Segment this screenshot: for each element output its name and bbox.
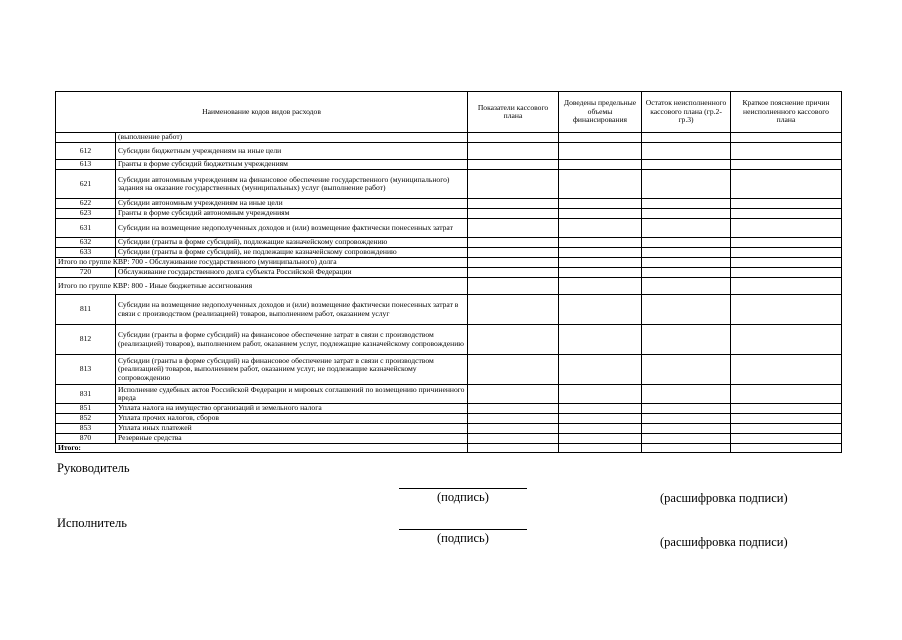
remainder-cell[interactable] xyxy=(642,424,731,434)
row-name: Уплата прочих налогов, сборов xyxy=(116,414,468,424)
table-row xyxy=(56,325,842,355)
remainder-cell[interactable] xyxy=(642,295,731,325)
row-name: Субсидии на возмещение недополученных доходов и (или) возмещение фактически понесенных затрат xyxy=(116,219,468,238)
table-row xyxy=(56,248,842,258)
plan-cell[interactable] xyxy=(468,268,559,278)
plan-cell[interactable] xyxy=(468,414,559,424)
row-name: Субсидии автономным учреждениям на финансовое обеспечение государственного (муниципального) задания на оказание государственных (муниципальных) услуг (выполнение работ) xyxy=(116,170,468,199)
plan-cell[interactable] xyxy=(468,248,559,258)
row-code: 622 xyxy=(56,199,116,209)
plan-cell[interactable] xyxy=(468,199,559,209)
head-role-label: Руководитель xyxy=(57,461,130,475)
row-name: Уплата иных платежей xyxy=(116,424,468,434)
header-remainder: Остаток неисполненного кассового плана (гр.2-гр.3) xyxy=(642,92,731,133)
cash-plan-table xyxy=(55,91,842,453)
table-row xyxy=(56,209,842,219)
row-code xyxy=(56,133,116,143)
row-code: 851 xyxy=(56,404,116,414)
plan-cell[interactable] xyxy=(468,424,559,434)
explanation-cell[interactable] xyxy=(731,209,842,219)
remainder-cell[interactable] xyxy=(642,160,731,170)
plan-cell[interactable] xyxy=(468,278,559,295)
row-name: (выполнение работ) xyxy=(116,133,468,143)
remainder-cell[interactable] xyxy=(642,325,731,355)
table-row xyxy=(56,268,842,278)
table-row xyxy=(56,160,842,170)
explanation-cell[interactable] xyxy=(731,295,842,325)
row-code: 811 xyxy=(56,295,116,325)
row-name: Субсидии на возмещение недополученных доходов и (или) возмещение фактически понесенных затрат в связи с производством (реализацией) товаров, выполнением работ, оказанием услуг xyxy=(116,295,468,325)
limits-cell[interactable] xyxy=(559,355,642,385)
explanation-cell[interactable] xyxy=(731,133,842,143)
explanation-cell[interactable] xyxy=(731,424,842,434)
row-code: 812 xyxy=(56,325,116,355)
limits-cell[interactable] xyxy=(559,209,642,219)
table-body xyxy=(56,133,842,453)
plan-cell[interactable] xyxy=(468,385,559,404)
header-plan: Показатели кассового плана xyxy=(468,92,559,133)
table-row xyxy=(56,404,842,414)
executor-sign-caption: (подпись) xyxy=(437,531,489,545)
table-row xyxy=(56,219,842,238)
row-code: 633 xyxy=(56,248,116,258)
explanation-cell[interactable] xyxy=(731,268,842,278)
explanation-cell[interactable] xyxy=(731,385,842,404)
plan-cell[interactable] xyxy=(468,434,559,444)
executor-decode-caption: (расшифровка подписи) xyxy=(660,535,788,549)
remainder-cell[interactable] xyxy=(642,268,731,278)
total-row xyxy=(56,444,842,453)
plan-cell[interactable] xyxy=(468,160,559,170)
explanation-cell[interactable] xyxy=(731,238,842,248)
table-row xyxy=(56,199,842,209)
row-code: 621 xyxy=(56,170,116,199)
explanation-cell[interactable] xyxy=(731,355,842,385)
explanation-cell[interactable] xyxy=(731,444,842,453)
row-code: 853 xyxy=(56,424,116,434)
plan-cell[interactable] xyxy=(468,258,559,268)
remainder-cell[interactable] xyxy=(642,385,731,404)
limits-cell[interactable] xyxy=(559,199,642,209)
table-row xyxy=(56,133,842,143)
group-title: Итого по группе КВР: 700 - Обслуживание государственного (муниципального) долга xyxy=(56,258,468,268)
plan-cell[interactable] xyxy=(468,295,559,325)
plan-cell[interactable] xyxy=(468,219,559,238)
limits-cell[interactable] xyxy=(559,424,642,434)
explanation-cell[interactable] xyxy=(731,258,842,268)
remainder-cell[interactable] xyxy=(642,133,731,143)
limits-cell[interactable] xyxy=(559,385,642,404)
plan-cell[interactable] xyxy=(468,404,559,414)
row-code: 831 xyxy=(56,385,116,404)
row-name: Субсидии (гранты в форме субсидий), подлежащие казначейскому сопровождению xyxy=(116,238,468,248)
executor-signature-line[interactable] xyxy=(399,529,527,530)
row-code: 720 xyxy=(56,268,116,278)
plan-cell[interactable] xyxy=(468,143,559,160)
remainder-cell[interactable] xyxy=(642,434,731,444)
remainder-cell[interactable] xyxy=(642,143,731,160)
table-row xyxy=(56,238,842,248)
explanation-cell[interactable] xyxy=(731,404,842,414)
remainder-cell[interactable] xyxy=(642,258,731,268)
row-name: Субсидии (гранты в форме субсидий) на финансовое обеспечение затрат в связи с производством (реализацией) товаров, выполнением работ, оказанием услуг, не подлежащие казначейскому сопровождению xyxy=(116,355,468,385)
group-row xyxy=(56,258,842,268)
limits-cell[interactable] xyxy=(559,170,642,199)
table-row xyxy=(56,170,842,199)
explanation-cell[interactable] xyxy=(731,248,842,258)
limits-cell[interactable] xyxy=(559,268,642,278)
limits-cell[interactable] xyxy=(559,434,642,444)
remainder-cell[interactable] xyxy=(642,404,731,414)
explanation-cell[interactable] xyxy=(731,325,842,355)
plan-cell[interactable] xyxy=(468,170,559,199)
remainder-cell[interactable] xyxy=(642,219,731,238)
row-name: Гранты в форме субсидий автономным учреждениям xyxy=(116,209,468,219)
remainder-cell[interactable] xyxy=(642,355,731,385)
remainder-cell[interactable] xyxy=(642,444,731,453)
row-name: Обслуживание государственного долга субъекта Российской Федерации xyxy=(116,268,468,278)
row-code: 612 xyxy=(56,143,116,160)
remainder-cell[interactable] xyxy=(642,170,731,199)
row-code: 613 xyxy=(56,160,116,170)
explanation-cell[interactable] xyxy=(731,278,842,295)
row-name: Субсидии (гранты в форме субсидий), не подлежащие казначейскому сопровождению xyxy=(116,248,468,258)
explanation-cell[interactable] xyxy=(731,219,842,238)
limits-cell[interactable] xyxy=(559,444,642,453)
table-row xyxy=(56,355,842,385)
row-name: Уплата налога на имущество организаций и земельного налога xyxy=(116,404,468,414)
table-row xyxy=(56,424,842,434)
remainder-cell[interactable] xyxy=(642,278,731,295)
group-row xyxy=(56,278,842,295)
remainder-cell[interactable] xyxy=(642,199,731,209)
table-row xyxy=(56,434,842,444)
remainder-cell[interactable] xyxy=(642,248,731,258)
row-code: 623 xyxy=(56,209,116,219)
remainder-cell[interactable] xyxy=(642,414,731,424)
row-code: 813 xyxy=(56,355,116,385)
row-code: 631 xyxy=(56,219,116,238)
explanation-cell[interactable] xyxy=(731,160,842,170)
plan-cell[interactable] xyxy=(468,209,559,219)
remainder-cell[interactable] xyxy=(642,238,731,248)
limits-cell[interactable] xyxy=(559,160,642,170)
plan-cell[interactable] xyxy=(468,444,559,453)
row-name: Субсидии бюджетным учреждениям на иные цели xyxy=(116,143,468,160)
table-row xyxy=(56,143,842,160)
head-sign-caption: (подпись) xyxy=(437,490,489,504)
row-name: Гранты в форме субсидий бюджетным учреждениям xyxy=(116,160,468,170)
explanation-cell[interactable] xyxy=(731,414,842,424)
limits-cell[interactable] xyxy=(559,219,642,238)
limits-cell[interactable] xyxy=(559,278,642,295)
row-code: 632 xyxy=(56,238,116,248)
remainder-cell[interactable] xyxy=(642,209,731,219)
head-decode-caption: (расшифровка подписи) xyxy=(660,491,788,505)
header-name: Наименование кодов видов расходов xyxy=(56,92,468,133)
explanation-cell[interactable] xyxy=(731,434,842,444)
group-title: Итого по группе КВР: 800 - Иные бюджетные ассигнования xyxy=(56,278,468,295)
head-signature-line[interactable] xyxy=(399,488,527,489)
row-code: 852 xyxy=(56,414,116,424)
row-name: Субсидии автономным учреждениям на иные цели xyxy=(116,199,468,209)
limits-cell[interactable] xyxy=(559,295,642,325)
limits-cell[interactable] xyxy=(559,404,642,414)
row-code: 870 xyxy=(56,434,116,444)
limits-cell[interactable] xyxy=(559,325,642,355)
limits-cell[interactable] xyxy=(559,133,642,143)
explanation-cell[interactable] xyxy=(731,170,842,199)
total-label: Итого: xyxy=(56,444,468,453)
plan-cell[interactable] xyxy=(468,325,559,355)
table-row xyxy=(56,414,842,424)
header-limits: Доведены предельные объемы финансирования xyxy=(559,92,642,133)
table-header-row xyxy=(56,92,842,133)
limits-cell[interactable] xyxy=(559,238,642,248)
plan-cell[interactable] xyxy=(468,133,559,143)
row-name: Субсидии (гранты в форме субсидий) на финансовое обеспечение затрат в связи с производством (реализацией) товаров), выполнением работ, оказанием услуг, подлежащие казначейскому сопровождению xyxy=(116,325,468,355)
plan-cell[interactable] xyxy=(468,355,559,385)
header-explanation: Краткое пояснение причин неисполненного кассового плана xyxy=(731,92,842,133)
explanation-cell[interactable] xyxy=(731,143,842,160)
limits-cell[interactable] xyxy=(559,258,642,268)
limits-cell[interactable] xyxy=(559,248,642,258)
limits-cell[interactable] xyxy=(559,143,642,160)
executor-role-label: Исполнитель xyxy=(57,516,127,530)
row-name: Резервные средства xyxy=(116,434,468,444)
row-name: Исполнение судебных актов Российской Федерации и мировых соглашений по возмещению причиненного вреда xyxy=(116,385,468,404)
limits-cell[interactable] xyxy=(559,414,642,424)
explanation-cell[interactable] xyxy=(731,199,842,209)
table-row xyxy=(56,385,842,404)
table-row xyxy=(56,295,842,325)
plan-cell[interactable] xyxy=(468,238,559,248)
